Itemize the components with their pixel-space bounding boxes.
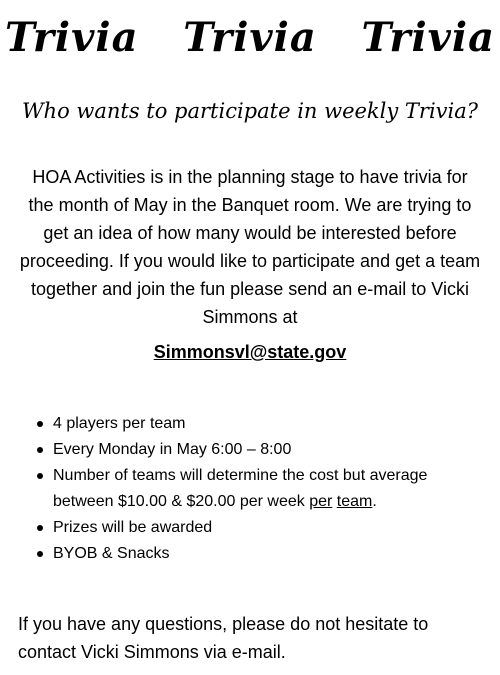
contact-email-link[interactable]: Simmonsvl@state.gov: [153, 342, 347, 362]
list-item-byob: BYOB & Snacks: [53, 541, 473, 567]
list-item-cost: [53, 463, 473, 515]
intro-paragraph: HOA Activities is in the planning stage to have trivia for the month of May in the Banquet room. We are trying to get an idea of how many would be interested before proceeding. If you would like to participate and get a team together and join the fun please send an e-mail to Vicki Simmons at: [19, 167, 481, 327]
page-title: Trivia Trivia Trivia: [5, 14, 495, 61]
list-item-schedule: Every Monday in May 6:00 – 8:00: [53, 437, 473, 463]
cost-per-word: per: [309, 493, 333, 510]
list-item-players: 4 players per team: [53, 411, 473, 437]
details-list: [53, 411, 473, 567]
footer-paragraph: If you have any questions, please do not hesitate to contact Vicki Simmons via e-mail.: [18, 614, 429, 662]
cost-period: .: [372, 493, 377, 510]
list-item-prizes: Prizes will be awarded: [53, 515, 473, 541]
subtitle: Who wants to participate in weekly Trivia?: [21, 99, 479, 123]
cost-team-word: team: [336, 493, 373, 510]
cost-text: Number of teams will determine the cost but average between $10.00 & $20.00 per week: [53, 467, 428, 510]
